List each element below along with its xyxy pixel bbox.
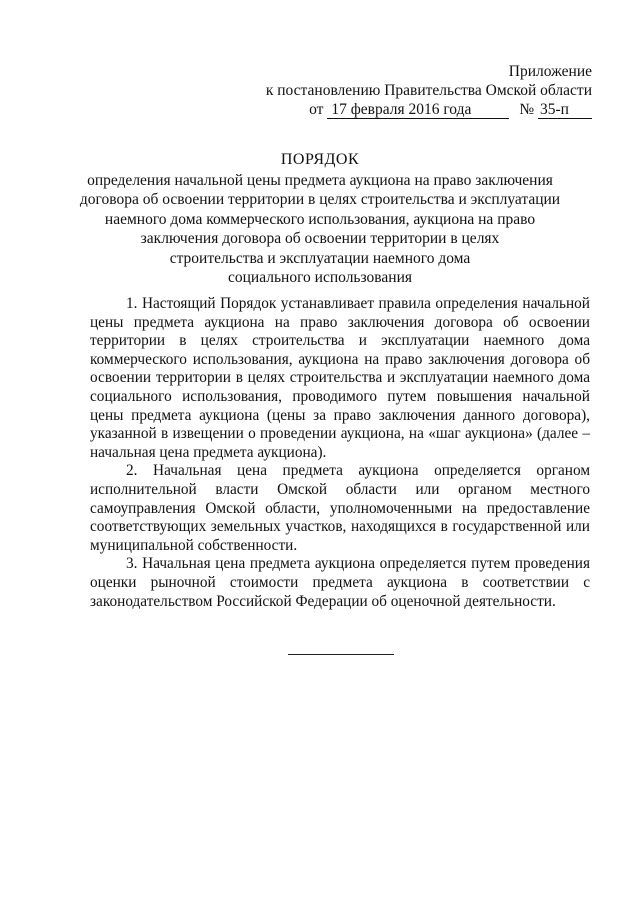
document-subtitle <box>60 171 580 288</box>
date-prefix: от <box>309 101 324 118</box>
appendix-header <box>266 62 592 119</box>
subtitle-line: договора об освоении территории в целях строительства и эксплуатации <box>79 191 561 208</box>
subtitle-line: социального использования <box>228 269 412 286</box>
resolution-date: 17 февраля 2016 года <box>327 102 509 119</box>
paragraph-2: 2. Начальная цена предмета аукциона определяется органом исполнительной власти Омской области или органом местного самоуправления Омской области, уполномоченными на предоставление соответствующих земельных участков, находящихся в государственной или муниципальной собственности. <box>90 462 590 554</box>
subtitle-line: наемного дома коммерческого использования, аукциона на право <box>104 210 536 228</box>
resolution-reference: к постановлению Правительства Омской области <box>265 82 592 99</box>
date-number-line <box>266 100 592 119</box>
subtitle-line: строительства и эксплуатации наемного дома <box>169 249 471 267</box>
paragraph-1: 1. Настоящий Порядок устанавливает правила определения начальной цены предмета аукциона на право заключения договора об освоении территории в целях строительства и эксплуатации наемного дома коммерческого использования, аукциона на право заключения договора об освоении территории в целях строительства и эксплуатации наемного дома социального использования, проводимого путем повышения начальной цены предмета аукциона (цены за право заключения данного договора), указанной в извещении о проведении аукциона, на «шаг аукциона» (далее – начальная цена предмета аукциона). <box>90 295 590 461</box>
resolution-number: 35-п <box>538 102 592 119</box>
number-prefix: № <box>519 101 535 118</box>
document-title: ПОРЯДОК <box>280 151 360 168</box>
document-body <box>90 295 590 611</box>
paragraph-3: 3. Начальная цена предмета аукциона определяется путем проведения оценки рыночной стоимости предмета аукциона в соответствии с законодательством Российской Федерации об оценочной деятельности. <box>90 555 590 610</box>
subtitle-line: заключения договора об освоении территории в целях <box>140 230 500 247</box>
appendix-label: Приложение <box>508 63 592 80</box>
document-title-block <box>60 150 580 288</box>
end-divider-line <box>288 654 394 655</box>
subtitle-line: определения начальной цены предмета аукциона на право заключения <box>87 171 553 189</box>
